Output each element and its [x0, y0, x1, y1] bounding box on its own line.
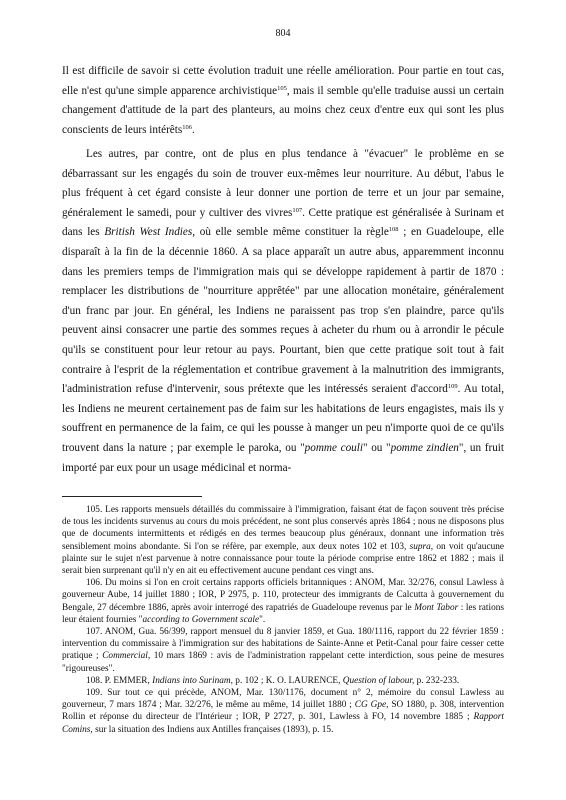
text-run: 106. Du moins si l'on en croit certains rapports officiels britanniques : ANOM, Mar. 32/276, consul Lawless à gouverneur Aube, 14 juillet 1880 ; IOR, P 2975, p. 110, protecteur des immigrants de Calcutta à gouvernement du Bengale, 27 décembre 1886, après avoir interrogé des rapatriés de Guadeloupe revenus par le — [62, 578, 504, 613]
text-run: SO 1880, p. 308, intervention Rollin et réponse du directeur de l'Intérieur ; IOR, P 2727, p. 301, Lawless à FO, 14 novembre 1885 ; — [62, 700, 505, 723]
footnote-109 — [62, 687, 504, 736]
text-run: ". — [259, 614, 266, 625]
text-run: Les autres, par contre, ont de plus en plus tendance à "évacuer" le problème en se débarrassant sur les engagés du soin de trouver eux-mêmes leur nourriture. Au début, l'abus le plus fréquent à cet égard consiste à leur donner une portion de terre et un jour par semaine, généralement le samedi, pour y cultiver des vivres — [62, 148, 504, 219]
paragraph-1 — [62, 62, 504, 140]
text-run: : les rations leur étaient fournies " — [62, 602, 504, 625]
text-run: 107. ANOM, Gua. 56/399, rapport mensuel du 8 janvier 1859, et Gua. 180/1116, rapport du 22 février 1859 : intervention du commissaire à l'immigration sur des habitations de Sainte-Anne et Petit-Canal pour faire cesser cette pratique ; — [62, 627, 504, 662]
italic-run: Question of labour, — [342, 675, 415, 686]
text-run: p. 232-233. — [414, 675, 460, 686]
footnote-ref-106[interactable]: 106 — [182, 123, 192, 131]
text-run: 109. Sur tout ce qui précède, ANOM, Mar. 130/1176, document n° 2, mémoire du consul Lawless au gouverneur, 7 mars 1874 ; Mar. 32/276, le même au même, 14 juillet 1880 ; — [62, 688, 504, 711]
text-run: sur la situation des Indiens aux Antilles françaises (1893), p. 15. — [92, 724, 334, 735]
text-run: on voit qu'aucune plainte sur le sujet n'est parvenue à notre connaissance pour toute la période comprise entre 1862 et 1882 ; mais il serait bien surprenant qu'il n'y en ait eu effectivement aucune pendant ces vingt ans. — [62, 541, 505, 577]
italic-run: pomme couli — [304, 441, 363, 454]
text-run: p. 102 ; K. O. LAURENCE, — [232, 675, 343, 686]
italic-run: Indians into Surinam, — [152, 675, 233, 686]
text-run: , mais il semble qu'elle traduise aussi un certain changement d'attitude de la part des planteurs, au moins chez ceux d'entre eux qui sont les plus conscients de leurs intérêts — [62, 84, 504, 136]
footnote-106 — [62, 577, 504, 626]
footnote-ref-105[interactable]: 105 — [277, 84, 287, 92]
footnote-105 — [62, 504, 504, 577]
footnote-separator — [62, 496, 202, 497]
italic-run: CG Gpe, — [354, 700, 389, 711]
italic-run: Mont Tabor — [414, 602, 459, 613]
text-run: . — [191, 123, 195, 136]
footnote-ref-109[interactable]: 109 — [447, 383, 458, 391]
text-run: . Cette pratique est généralisée à Surinam et dans les — [62, 206, 504, 239]
text-run: . Au total, les Indiens ne meurent certainement pas de faim sur les habitations de leurs engagistes, mais ils y souffrent en permanence de la faim, ce qui les pousse à manger un peu n'importe quoi de ce qu'ils trouvent dans la nature ; par exemple le paroka, ou " — [62, 383, 504, 454]
italic-run: pomme zindien — [390, 441, 459, 454]
text-run: 105. Les rapports mensuels détaillés du commissaire à l'immigration, faisant état de façon souvent très précise de tous les incidents survenus au cours du mois précédent, ne sont plus conservés après 1864 ; nous ne disposons plus que de documents intermittents et rédigés en des termes beaucoup plus généraux, donnant une information très sensiblement moins abondante. Si l'on se réfère, par exemple, aux deux notes 102 et 103, — [62, 505, 504, 552]
italic-run: Rapport Comins, — [62, 712, 504, 735]
footnote-ref-107[interactable]: 107 — [292, 206, 303, 214]
footnotes — [62, 504, 504, 736]
text-run: ; en Guadeloupe, elle disparaît à la fin de la décennie 1860. A sa place apparaît un autre abus, apparemment inconnu dans les premiers temps de l'immigration mais qui se développe rapidement à partir de 1870 : remplacer les distributions de "nourriture apprêtée" par une allocation monétaire, généralement d'un franc par jour. En général, les Indiens ne paraissent pas trop s'en plaindre, parce qu'ils peuvent ainsi consacrer une partie des sommes reçues à acheter du rhum ou à arrondir le pécule qu'ils se constituent pour leur retour au pays. Pourtant, bien que cette pratique soit tout à fait contraire à l'esprit de la réglementation et contribue gravement à la malnutrition des immigrants, l'administration refuse d'intervenir, sous prétexte que les intéressés seraient d'accord — [62, 226, 504, 396]
italic-run: Commercial, — [102, 651, 151, 662]
text-run: 108. P. EMMER, — [86, 675, 153, 686]
text-run: où elle semble même constituer la règle — [195, 226, 389, 239]
paragraph-2 — [62, 145, 504, 478]
footnote-ref-108[interactable]: 108 — [388, 226, 399, 234]
italic-run: according to Government scale — [142, 614, 260, 625]
footnote-107 — [62, 626, 504, 675]
text-run: Il est difficile de savoir si cette évolution traduit une réelle amélioration. Pour partie en tout cas, elle n'est qu'une simple apparence archivistique — [62, 65, 504, 97]
text-run: 10 mars 1869 : avis de l'administration rappelant cette interdiction, sous peine de mesures "rigoureuses". — [62, 651, 504, 674]
footnote-108 — [62, 675, 504, 687]
italic-run: British West Indies, — [104, 226, 196, 239]
text-run: ", un fruit importé par eux pour un usage médicinal et norma- — [62, 441, 504, 474]
text-run: " ou " — [362, 441, 391, 454]
italic-run: supra, — [409, 541, 434, 552]
page-number: 804 — [275, 28, 291, 39]
